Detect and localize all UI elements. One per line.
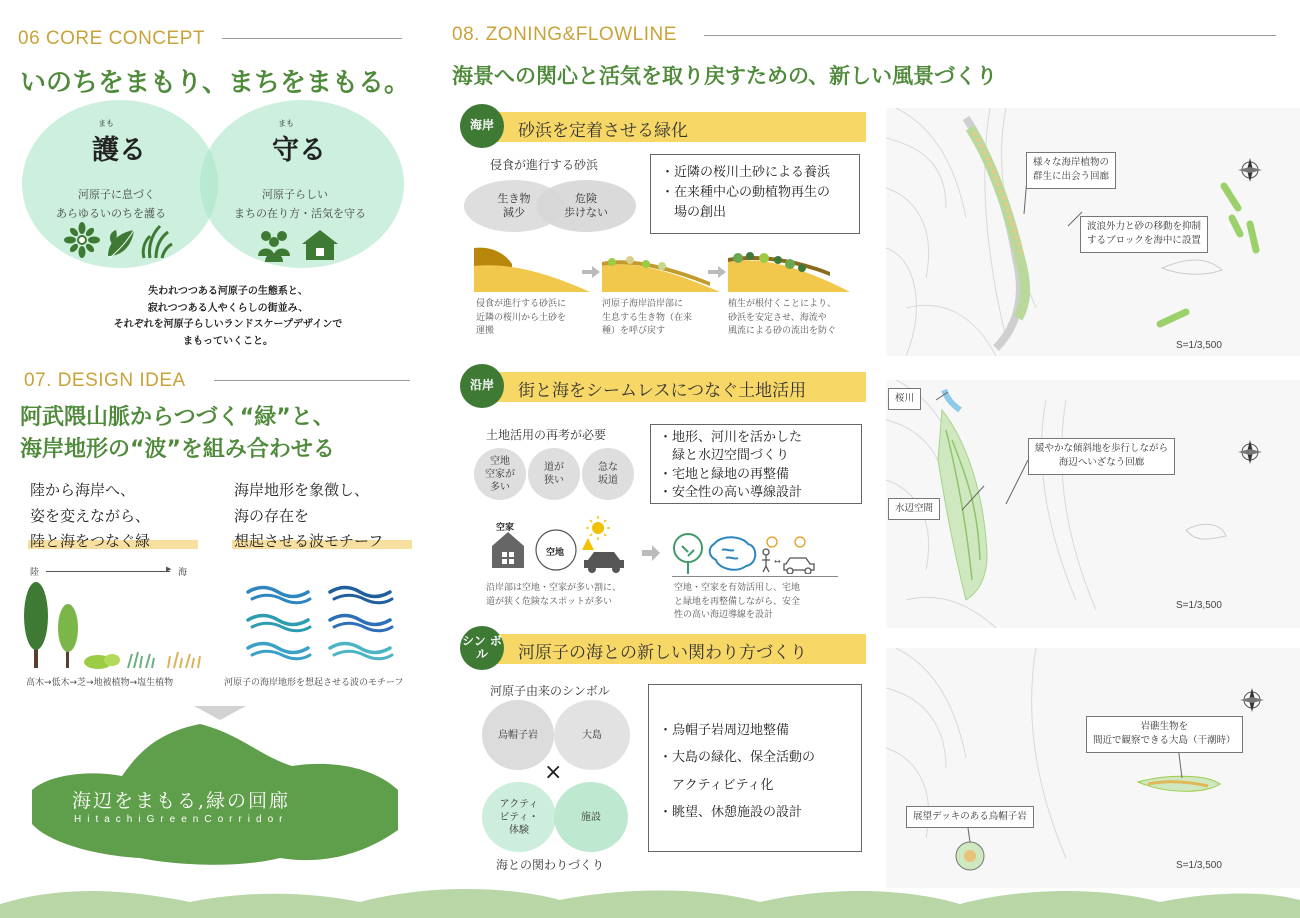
step-arrow-icon [582,266,600,278]
callout-line: 岩礁生物を [1140,721,1189,732]
wave-icon [330,588,392,603]
ruby-right: まも [278,119,294,128]
callout-oshima [1086,716,1243,753]
tree-outline-icon [674,534,702,574]
flower-icon [64,222,100,258]
text-line: 姿を変えながら、 [30,506,151,525]
map3-scale: S=1/3,500 [1176,860,1222,871]
axis-sea-label: 海 [178,568,188,578]
vacant-land-label: 空地 [546,548,565,558]
issue-text: 空家が [485,468,515,480]
left-line2: あらゆるいのちを護る [56,207,166,220]
badge-symbol: シン ボル [460,626,504,670]
s2-issue-vacant [474,448,526,500]
axis-arrow-line [46,571,170,572]
facility: 施設 [554,782,628,852]
breakwater-blocks [1160,186,1256,324]
tall-tree-icon [24,582,48,668]
vacant-house-label: 空家 [496,523,515,533]
wave-icon [248,588,310,603]
point-line: ・地形、河川を活かした [659,430,803,445]
text-line: 陸と海をつなぐ緑 [30,532,151,550]
callout-coastal-plants [1026,152,1116,189]
issue-text: 生き物 [497,191,531,205]
callout-eboshi-deck: 展望デッキのある烏帽子岩 [906,806,1034,828]
divider [214,380,410,381]
callout-breakwater [1080,216,1208,253]
caption-line: 種）を呼び戻す [602,326,666,336]
ruby-left: まも [98,119,114,128]
callout-line: 海辺へいざなう回廊 [1058,457,1145,469]
design-title-2: 海岸地形の“波”を組み合わせる [20,437,335,462]
sun-warning-icon [586,516,610,540]
s1-caption-2 [602,298,692,339]
low-tree-icon [58,604,78,668]
s2-issue-narrow-road [528,448,580,500]
point-line: ・近隣の桜川土砂による養浜 [661,165,831,180]
s1-problem: 侵食が進行する砂浜 [490,158,599,172]
circle-text: ビティ・ [499,811,539,823]
nature-icons [64,222,174,260]
wave-icon [248,644,310,659]
caption-line: 運搬 [476,326,495,336]
core-concept-heading: 06 CORE CONCEPT [18,28,205,49]
water-space-icon [710,537,756,570]
issue-text: 狭い [544,475,564,486]
callout-water-space: 水辺空間 [888,498,940,520]
wave-concept-text [234,478,383,555]
wave-icon [330,644,392,659]
map-shore-drawing [886,380,1300,628]
right-arrow-icon [640,542,662,564]
sand-stabilization-steps [470,242,860,294]
design-idea-heading: 07. DESIGN IDEA [24,370,186,391]
bottom-hills-decoration [0,880,1300,918]
times-icon: × [544,760,563,785]
callout-line: するブロックを海中に設置 [1087,235,1201,247]
s2-caption-2 [674,582,800,623]
point-line: ・眺望、休憩施設の設計 [659,804,803,820]
north-compass-icon [1238,440,1262,464]
step-arrow-icon [708,266,726,278]
arrow-head-icon: ▶ [166,565,172,573]
people-house-icons [256,228,346,262]
s2-caption-1 [486,582,621,609]
callout-line: 緩やかな傾斜地を歩行しながら [1035,443,1169,454]
caption-line: 空地・空家を有効活用し、宅地 [674,583,801,593]
core-title: いのちをまもり、まちをまもる。 [20,68,411,98]
caption-line: 侵食が進行する砂浜に [476,299,567,309]
point-line: ・在来種中心の動植物再生の [661,185,831,201]
callout-sakura-river: 桜川 [888,388,921,410]
point-line: ・烏帽子岩周辺地整備 [659,723,790,738]
map1-scale: S=1/3,500 [1176,340,1222,351]
leaf-icon [108,230,134,258]
point-line: アクティビティ化 [659,777,774,793]
s2-problem: 土地活用の再考が必要 [486,428,607,442]
text-line: 陸から海岸へ、 [30,481,136,499]
caption-line: 河原子海岸沿岸部に [602,299,684,309]
vacant-house-icon [492,532,524,568]
arrow-icon: ↔ [774,557,781,566]
caption-line: と緑地を再整備しながら、安全 [674,596,801,607]
step3-stabilized-sand [728,252,850,292]
design-title-1: 阿武隈山脈からつづく“緑”と、 [20,405,335,430]
vegetation-caption: 高木→低木→芝→地被植物→塩生植物 [26,678,174,688]
caption-line: 近隣の桜川から土砂を [476,312,567,323]
badge-coast: 海岸 [460,104,504,148]
north-compass-icon [1238,158,1262,182]
divider [704,35,1276,36]
down-arrow-icon [194,706,246,720]
right-line1: 河原子らしい [262,188,328,201]
caption-line: 沿岸部は空地・空家が多い割に、 [486,583,622,593]
text-line: 海の存在を [234,506,310,525]
issue-text: 道が [544,462,564,473]
zoning-heading: 08. ZONING&FLOWLINE [452,24,677,45]
issue-text: 減少 [503,206,525,219]
s3-title: 河原子の海との新しい関わり方づくり [518,643,807,663]
circle-text: 体験 [508,824,529,836]
point-line: ・宅地と緑地の再整備 [659,466,790,482]
text-line: 想起させる波モチーフ [234,532,384,550]
divider [222,38,402,39]
logo-japanese: 海辺をまもる,緑の回廊 [72,790,291,812]
desc-line: まもっていくこと。 [183,335,273,347]
issue-text: 歩けない [564,206,608,219]
issue-text: 急な [598,462,618,473]
issue-text: 空地 [490,455,510,467]
caption-line: 植生が根付くことにより、 [728,299,837,309]
map-shore [886,380,1300,628]
mamoru-left: 護る [92,135,146,166]
ground-cover-icon [128,652,154,668]
step1-eroding-sand [474,248,590,292]
issue-text: 坂道 [598,475,618,486]
desc-line: 寂れつつある人やくらしの街並み、 [147,302,309,314]
desc-line: それぞれを河原子らしいランドスケープデザインで [113,319,343,330]
right-line2: まちの在り方・活気を守る [234,207,366,220]
s3-bottom-label: 海との関わりづくり [496,858,605,872]
eboshi-rock-island [956,842,984,870]
s2-issue-slope [582,448,634,500]
caption-line: 道が狭く危険なスポットが多い [486,596,613,607]
desc-line: 失われつつある河原子の生態系と、 [148,286,308,297]
s1-caption-1 [476,298,566,339]
wave-icon [330,616,392,631]
salt-plant-icon [168,652,200,668]
lawn-icon [84,654,120,669]
divider [672,576,838,577]
core-description [78,284,378,350]
map2-scale: S=1/3,500 [1176,600,1222,611]
person-icon [762,549,770,572]
text-line: 海岸地形を象徴し、 [234,481,370,499]
callout-line: 群生に出会う回廊 [1033,171,1110,183]
caption-line: 生息する生き物（在来 [602,312,693,323]
circle-text: アクティ [499,798,539,810]
s2-title: 街と海をシームレスにつなぐ土地活用 [518,381,807,401]
logo-english: HitachiGreenCorridor [74,814,289,825]
callout-line: 波浪外力と砂の移動を抑制 [1087,221,1202,232]
point-line: 緑と水辺空間づくり [659,448,790,464]
map-symbol-drawing [886,648,1300,888]
symbol-eboshi-rock: 烏帽子岩 [482,700,554,770]
grass-icon [143,226,172,258]
s1-points-box [650,154,860,234]
caption-line: 風流による砂の流出を防ぐ [728,326,837,336]
people-icon [258,231,290,262]
point-line: ・安全性の高い導線設計 [659,485,803,501]
left-line1: 河原子に息づく [78,188,155,201]
green-concept-text [30,478,150,555]
house-icon [302,230,338,260]
point-line: ・大島の緑化、保全活動の [659,750,816,766]
callout-line: 様々な海岸植物の [1033,157,1110,168]
s2-points-box [650,424,862,504]
issue-text: 多い [490,481,510,493]
s1-issue-danger [536,180,636,232]
activity-experience [482,782,556,852]
signal-icon [767,537,805,547]
wave-icon [248,616,310,631]
caption-line: 砂浜を安定させ、海流や [728,312,827,323]
step2-returning-creatures [602,256,720,292]
s3-points-box [648,684,862,852]
s1-caption-3 [728,298,836,339]
wave-caption: 河原子の海岸地形を想起させる波のモチーフ [224,678,404,688]
north-compass-icon [1240,688,1264,712]
mamoru-right: 守る [272,135,326,166]
point-line: 場の創出 [661,205,727,221]
vegetation-gradient-illustration [20,578,210,670]
axis-land-label: 陸 [30,568,40,578]
s1-title: 砂浜を定着させる緑化 [518,121,688,141]
caption-line: 性の高い海辺導線を設計 [674,610,774,620]
wave-motifs [242,584,402,670]
coastal-solution-illustration [672,532,818,574]
map-symbol [886,648,1300,888]
callout-slope-corridor [1028,438,1175,475]
s3-problem: 河原子由来のシンボル [490,684,610,698]
badge-shore: 沿岸 [460,364,504,408]
zoning-title: 海景への関心と活気を取り戻すための、新しい風景づくり [452,64,998,88]
warning-icon [582,538,594,550]
car-icon [584,552,624,573]
issue-text: 危険 [575,191,597,205]
callout-line: 間近で観察できる大島（干潮時） [1093,735,1236,747]
car-outline-icon [784,558,814,574]
symbol-oshima: 大島 [554,700,630,770]
